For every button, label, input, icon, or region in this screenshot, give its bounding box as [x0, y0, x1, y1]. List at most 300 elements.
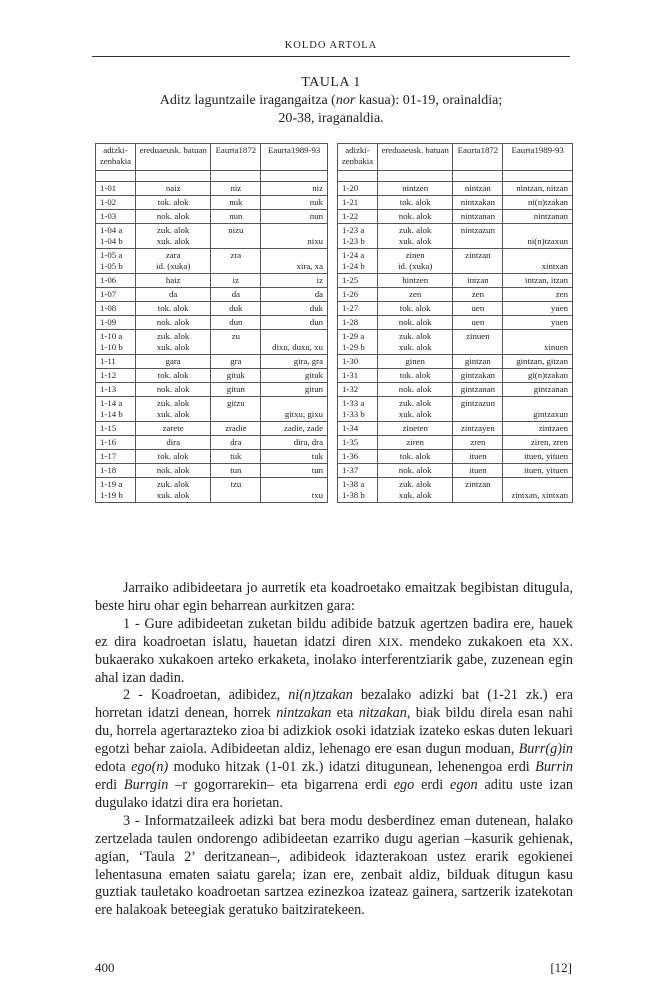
table-cell [211, 383, 261, 397]
table-cell [96, 330, 136, 355]
table-cell [261, 182, 328, 196]
cell-line: 1-14 a [100, 398, 123, 408]
cell-line: 1-28 [342, 317, 359, 327]
table-cell [453, 355, 503, 369]
cell-line: nun [229, 211, 243, 221]
table-cell [503, 210, 573, 224]
cell-line: tok. alok [399, 451, 431, 461]
cell-line: 1-29 b [342, 342, 365, 352]
cell-line [505, 225, 568, 236]
cell-line: xuk. alok [398, 342, 432, 352]
cell-line: uen [471, 317, 485, 327]
header-line: eredua [381, 145, 405, 155]
cell-line: 1-24 a [342, 250, 365, 260]
table-cell [503, 302, 573, 316]
cell-line: gintzanan [460, 384, 495, 394]
table-cell [261, 196, 328, 210]
cell-line: tok. alok [157, 197, 189, 207]
cell-line: gintzakan [460, 370, 495, 380]
table-cell [453, 397, 503, 422]
cell-line: zen [555, 289, 568, 299]
cell-line: 1-17 [100, 451, 117, 461]
cell-line: ni(n)tzaxun [527, 236, 568, 246]
header-line: 1872 [238, 145, 257, 155]
cell-line: zintzan [465, 479, 491, 489]
cell-line: nok. alok [398, 384, 432, 394]
cell-line: ziren, zren [530, 437, 568, 447]
cell-line: dun [309, 317, 323, 327]
table-cell [338, 249, 378, 274]
table-cell [96, 196, 136, 210]
spacer-cell [211, 171, 261, 182]
cell-line: zen [409, 289, 422, 299]
table-cell [338, 316, 378, 330]
table-cell [96, 302, 136, 316]
cell-line: 1-23 a [342, 225, 365, 235]
p3-text-d: , biak bildu direla esan nahi du, horrela agertarazteko zioa bi adizkiok osoki idatziak izateko eskas duten lekuari egotzi behar zaiola. Adibideetan aldiz, lehenago ere esan dugun moduan, [95, 705, 573, 758]
table-spacer-row [338, 171, 573, 182]
table-row [338, 274, 573, 288]
cell-line: zuk. alok [399, 225, 432, 235]
cell-line: zuk. alok [157, 331, 190, 341]
table-cell [377, 182, 453, 196]
cell-line: gitun [226, 384, 245, 394]
table-cell [377, 274, 453, 288]
cell-line: tok. alok [157, 451, 189, 461]
cell-line: gitun [304, 384, 323, 394]
p3-em-7: Burrgin [123, 776, 169, 793]
table-row [338, 196, 573, 210]
cell-line [213, 409, 258, 420]
cell-line: gi(n)tzakan [527, 370, 568, 380]
header-line: Eaurta [457, 145, 481, 155]
table-row [96, 464, 328, 478]
cell-line [455, 409, 500, 420]
cell-line: iz [316, 275, 323, 285]
header-line: zenbakia [341, 156, 374, 166]
cell-line: gituk [226, 370, 245, 380]
cell-line: 1-23 b [342, 236, 365, 246]
cell-line: duk [229, 303, 243, 313]
cell-line: dun [229, 317, 243, 327]
table-cell [96, 397, 136, 422]
table-row [338, 478, 573, 503]
p3-em-1: ni(n)tzakan [288, 687, 353, 704]
cell-line [263, 250, 323, 261]
table-cell [211, 355, 261, 369]
cell-line: nun [309, 211, 323, 221]
p3-em-2: nintzakan [276, 705, 332, 722]
table-header-row [338, 144, 573, 171]
cell-line: gara [165, 356, 181, 366]
cell-line: 1-18 [100, 465, 117, 475]
table-cell [135, 316, 210, 330]
cell-line: xuk. alok [156, 342, 190, 352]
cell-line [505, 250, 568, 261]
table-row [96, 182, 328, 196]
table-cell [261, 436, 328, 450]
running-head: KOLDO ARTOLA [284, 40, 378, 51]
cell-line: yuen [550, 317, 568, 327]
table-cell [453, 478, 503, 503]
cell-line: zuk. alok [399, 398, 432, 408]
cell-line: tok. alok [399, 303, 431, 313]
table-cell [261, 249, 328, 274]
table-cell [503, 450, 573, 464]
table-cell [338, 464, 378, 478]
cell-line: zintzan [465, 250, 491, 260]
cell-line: dixu, duxu, xu [272, 342, 323, 352]
cell-line: zuk. alok [399, 479, 432, 489]
table-cell [338, 422, 378, 436]
table-cell [503, 369, 573, 383]
table-cell [261, 422, 328, 436]
header-line: adizki- [345, 145, 370, 155]
cell-line: da [314, 289, 323, 299]
cell-line: nok. alok [156, 465, 190, 475]
cell-line: 1-10 b [100, 342, 123, 352]
cell-line: nintzan [464, 183, 491, 193]
table-cell [96, 478, 136, 503]
cell-line: 1-32 [342, 384, 359, 394]
table-row [338, 224, 573, 249]
table-cell [338, 397, 378, 422]
table-cell [96, 450, 136, 464]
cell-line: 1-20 [342, 183, 359, 193]
table-cell [211, 450, 261, 464]
table-cell [96, 249, 136, 274]
table-header-cell [96, 144, 136, 171]
caption-line-2: 20-38, iraganaldia. [278, 111, 384, 126]
table-header-cell [211, 144, 261, 171]
table-cell [503, 288, 573, 302]
table-cell [261, 274, 328, 288]
cell-line: yuen [550, 303, 568, 313]
table-cell [96, 316, 136, 330]
cell-line: xuk. alok [398, 236, 432, 246]
cell-line: niz [312, 183, 323, 193]
table-cell [453, 464, 503, 478]
cell-line: ziren [406, 437, 424, 447]
cell-line: da [231, 289, 240, 299]
header-line: eusk. batuan [162, 145, 207, 155]
table-cell [338, 330, 378, 355]
cell-line: gitxu, gixu [284, 409, 323, 419]
p2-roman-xx: XX [552, 634, 570, 649]
table-cell [135, 369, 210, 383]
cell-line: 1-04 a [100, 225, 123, 235]
cell-line: 1-37 [342, 465, 359, 475]
table-row [338, 210, 573, 224]
table-row [338, 182, 573, 196]
cell-line: dra [230, 437, 242, 447]
table-cell [211, 464, 261, 478]
cell-line: xuk. alok [398, 490, 432, 500]
table-cell [377, 397, 453, 422]
table-caption [92, 74, 570, 128]
cell-line: 1-21 [342, 197, 359, 207]
table-cell [135, 330, 210, 355]
table-cell [453, 182, 503, 196]
table-row [338, 355, 573, 369]
p3-em-3: nitzakan [358, 705, 407, 722]
table-cell [135, 436, 210, 450]
table-cell [377, 436, 453, 450]
table-row [96, 369, 328, 383]
p3-em-8: ego [393, 776, 415, 793]
paragraph-3 [95, 687, 573, 812]
table-cell [338, 436, 378, 450]
p3-text-g: erdi [95, 776, 124, 793]
cell-line [505, 331, 568, 342]
cell-line: dira [166, 437, 180, 447]
cell-line: nintzazun [460, 225, 495, 235]
table-cell [135, 383, 210, 397]
cell-line: zintxan, xintxan [511, 490, 568, 500]
table-row [96, 302, 328, 316]
table-cell [211, 436, 261, 450]
table-cell [338, 369, 378, 383]
table-cell [96, 224, 136, 249]
table-cell [96, 436, 136, 450]
table-cell [261, 450, 328, 464]
paragraph-4: 3 - Informatzaileek adizki bat bera modu desberdinez eman dutenean, halako zertzelada taulen ondorengo adibideetan ezarriko dugu agerian –kasurik gehienak, agian, ‘Taula 2’ deritzanean–, adibideok idazterakoan ustez erarik egokienei lehentasuna ematen saiatu garela; izan ere, zenbait aldiz, bilduak ditugun kasu guztiak tauletako koadroetan sartzea ezinezkoa izateaz gainera, sartzerik izatekotan ere halakoak beteegiak geratuko baitziratekeen. [95, 812, 573, 919]
table-cell [377, 450, 453, 464]
table-cell [503, 196, 573, 210]
table-cell [453, 288, 503, 302]
cell-line: zintzaen [538, 423, 568, 433]
table-cell [453, 210, 503, 224]
table-cell [96, 369, 136, 383]
cell-line: tuk [230, 451, 242, 461]
cell-line: duk [309, 303, 323, 313]
table-cell [261, 316, 328, 330]
cell-line: 1-07 [100, 289, 117, 299]
table-cell [338, 478, 378, 503]
table-cell [453, 302, 503, 316]
body-text [95, 580, 573, 920]
table-header-row [96, 144, 328, 171]
cell-line: 1-22 [342, 211, 359, 221]
table-cell [211, 196, 261, 210]
table-row [96, 330, 328, 355]
table-cell [211, 330, 261, 355]
table-row [338, 422, 573, 436]
cell-line [455, 261, 500, 272]
table-cell [261, 464, 328, 478]
cell-line: iz [232, 275, 240, 285]
caption-line-1-post: kasua): 01-19, orainaldia; [355, 93, 503, 108]
caption-line-1-em: nor [335, 93, 356, 108]
table-cell [96, 288, 136, 302]
table-cell [453, 316, 503, 330]
cell-line: nintzen [402, 183, 429, 193]
cell-line: xintxan [541, 261, 568, 271]
p3-em-4: Burr(g)in [518, 741, 573, 758]
cell-line: nok. alok [156, 317, 190, 327]
cell-line: ituen, yituen [524, 465, 568, 475]
cell-line: intzan [467, 275, 489, 285]
table-cell [338, 302, 378, 316]
table-cell [135, 397, 210, 422]
table-cell [453, 450, 503, 464]
p3-text-j: aditu uste izan dugulako idatzi dira era horietan. [95, 776, 574, 811]
cell-line: xuk. alok [156, 490, 190, 500]
cell-line: zarete [162, 423, 184, 433]
cell-line: 1-27 [342, 303, 359, 313]
table-cell [453, 422, 503, 436]
cell-line: naiz [165, 183, 181, 193]
cell-line: nizu [228, 225, 244, 235]
table-cell [211, 288, 261, 302]
table-row [338, 397, 573, 422]
table-row [96, 422, 328, 436]
table-row [96, 355, 328, 369]
cell-line: zra [230, 250, 242, 260]
cell-line: tok. alok [399, 370, 431, 380]
cell-line: 1-35 [342, 437, 359, 447]
cell-line: nintzanan [460, 211, 495, 221]
p2-roman-xix: XIX [377, 634, 400, 649]
table-cell [377, 249, 453, 274]
table-cell [96, 274, 136, 288]
table-cell [135, 196, 210, 210]
cell-line: id. (xuka) [156, 261, 191, 271]
table-cell [503, 330, 573, 355]
cell-line: 1-36 [342, 451, 359, 461]
table-cell [211, 302, 261, 316]
table-cell [261, 330, 328, 355]
header-line: zenbakia [99, 156, 132, 166]
spacer-cell [453, 171, 503, 182]
cell-line: gra [230, 356, 242, 366]
cell-line: zuk. alok [157, 398, 190, 408]
caption-line-1-pre: Aditz laguntzaile iragangaitza ( [159, 93, 336, 108]
cell-line: 1-14 b [100, 409, 123, 419]
table-cell [503, 478, 573, 503]
header-line: Eaurta [511, 145, 535, 155]
table-row [96, 196, 328, 210]
table-cell [453, 436, 503, 450]
cell-line: dira, dra [293, 437, 323, 447]
cell-line: xuk. alok [156, 236, 190, 246]
header-line: adizki- [103, 145, 128, 155]
p3-text-e: edota [95, 759, 132, 776]
paragraph-2 [95, 616, 573, 688]
cell-line [263, 398, 323, 409]
table-cell [135, 288, 210, 302]
table-cell [261, 288, 328, 302]
cell-line: zuk. alok [157, 479, 190, 489]
table-header-cell [261, 144, 328, 171]
cell-line: gintzaxun [533, 409, 568, 419]
table-cell [377, 478, 453, 503]
p3-em-6: Burrin [535, 759, 573, 776]
cell-line: 1-06 [100, 275, 117, 285]
cell-line: zadie, zade [283, 423, 323, 433]
spacer-cell [135, 171, 210, 182]
p3-text-i: erdi [414, 776, 451, 793]
table-cell [503, 182, 573, 196]
cell-line: 1-26 [342, 289, 359, 299]
header-line: 1872 [480, 145, 499, 155]
cell-line [455, 236, 500, 247]
cell-line: 1-13 [100, 384, 117, 394]
table-cell [377, 302, 453, 316]
table-cell [453, 249, 503, 274]
cell-line: zu [231, 331, 240, 341]
table-cell [135, 355, 210, 369]
table-cell [211, 274, 261, 288]
cell-line: zinen [405, 250, 425, 260]
cell-line [213, 236, 258, 247]
cell-line: da [169, 289, 178, 299]
cell-line: nuk [229, 197, 243, 207]
table-row [338, 330, 573, 355]
p3-text-c: eta [331, 705, 359, 722]
cell-line: 1-02 [100, 197, 117, 207]
table-cell [338, 288, 378, 302]
cell-line: zren [470, 437, 486, 447]
table-cell [261, 302, 328, 316]
cell-line: nintzanan [533, 211, 568, 221]
p2-text-a: 1 - Gure adibideetan zuketan bildu adibide batzuk agertzen badira ere, hauek ez dira koadroetan islatu, hauetan idatzi diren [95, 615, 573, 650]
cell-line: ituen, yituen [524, 451, 568, 461]
table-cell [261, 224, 328, 249]
table-cell [211, 182, 261, 196]
cell-line: intzan, itzan [525, 275, 568, 285]
cell-line [213, 342, 258, 353]
table-cell [377, 422, 453, 436]
table-cell [135, 249, 210, 274]
cell-line: 1-16 [100, 437, 117, 447]
spacer-cell [377, 171, 453, 182]
cell-line: tzu [230, 479, 242, 489]
table-row [96, 316, 328, 330]
table-row [96, 288, 328, 302]
cell-line [213, 261, 258, 272]
table-cell [211, 210, 261, 224]
cell-line: tun [311, 465, 323, 475]
table-cell [453, 196, 503, 210]
cell-line: 1-19 a [100, 479, 123, 489]
cell-line: zradie [225, 423, 247, 433]
table-row [338, 464, 573, 478]
cell-line: zuk. alok [399, 331, 432, 341]
cell-line: 1-05 b [100, 261, 123, 271]
table-row [338, 383, 573, 397]
table-header-cell [453, 144, 503, 171]
cell-line: 1-34 [342, 423, 359, 433]
p3-text-a: 2 - Koadroetan, adibidez, [123, 687, 289, 704]
cell-line: uen [471, 303, 485, 313]
table-cell [135, 450, 210, 464]
table-cell [96, 464, 136, 478]
cell-line: gira, gra [293, 356, 323, 366]
table-cell [211, 422, 261, 436]
table-cell [503, 397, 573, 422]
header-line: eredua [139, 145, 163, 155]
table-header-cell [135, 144, 210, 171]
table-row [338, 249, 573, 274]
table-cell [96, 422, 136, 436]
cell-line: nintzakan [460, 197, 495, 207]
p3-text-h: –r gogorrarekin– eta bigarrena erdi [168, 776, 394, 793]
table-cell [261, 478, 328, 503]
cell-line: tok. alok [399, 197, 431, 207]
table-cell [338, 274, 378, 288]
p3-text-f: moduko hitzak (1-01 zk.) idatzi ditugunean, lehenengoa erdi [168, 759, 536, 776]
